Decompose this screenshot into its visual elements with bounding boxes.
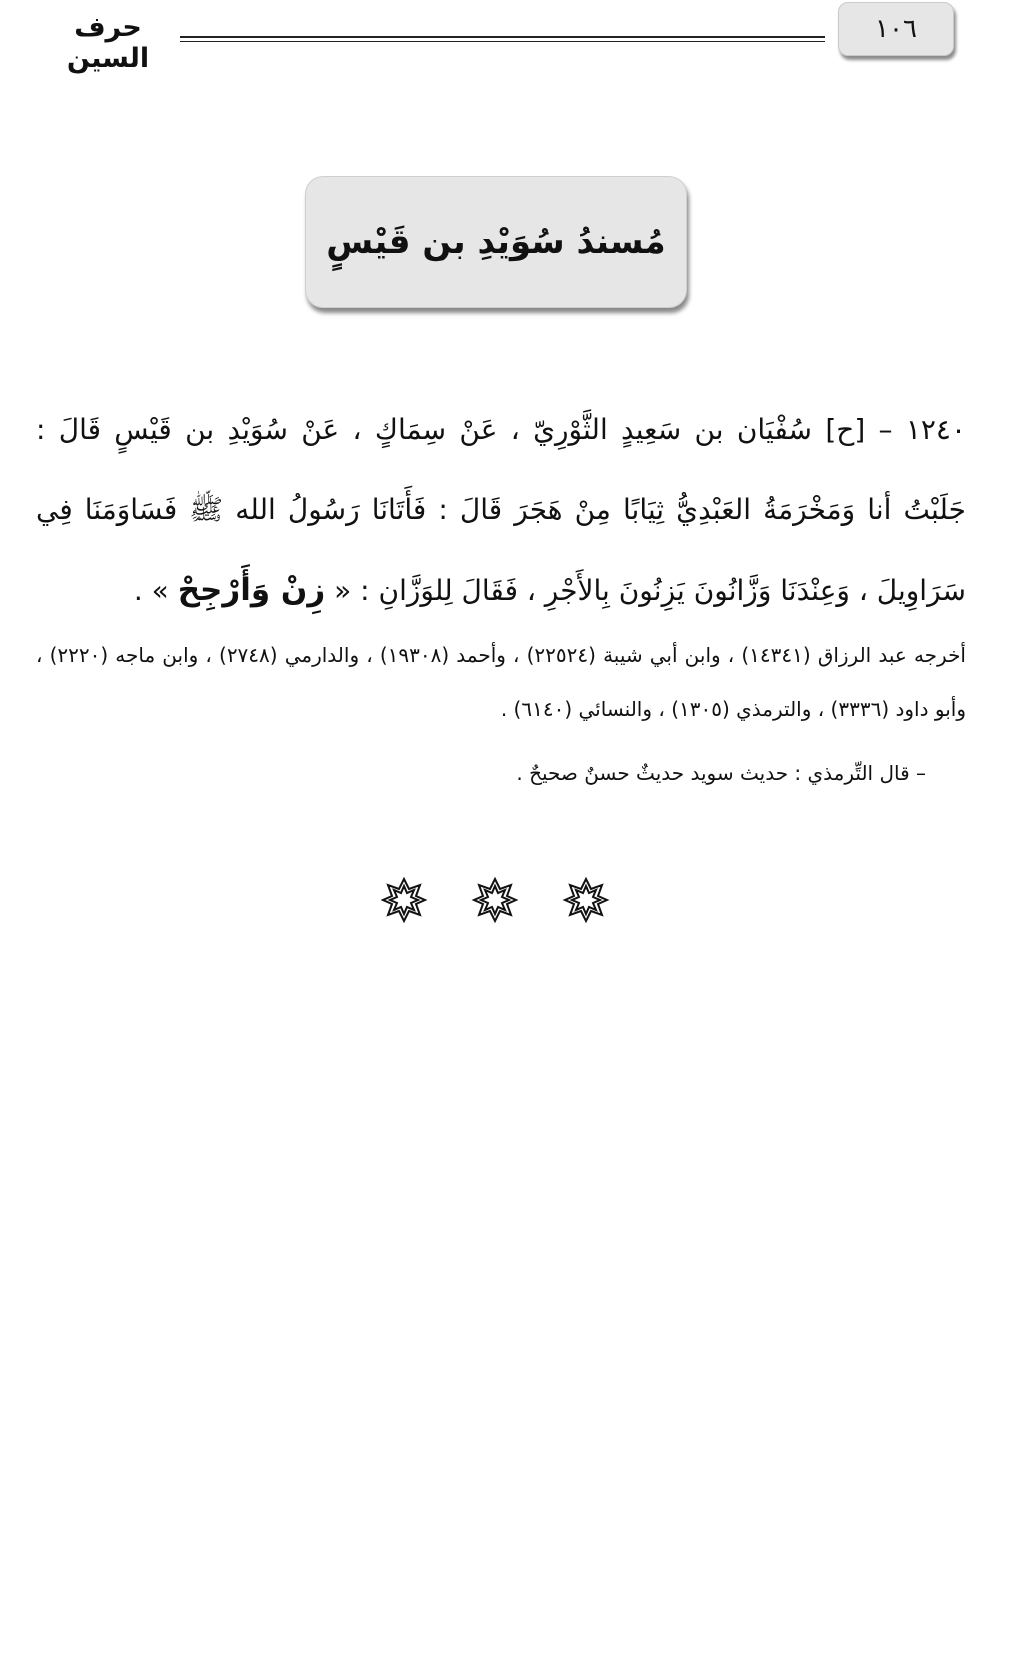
section-title: مُسندُ سُوَيْدِ بن قَيْسٍ — [326, 222, 666, 262]
hadith-body: سُفْيَان بن سَعِيدٍ الثَّوْرِيّ ، عَنْ سِمَاكٍ ، عَنْ سُوَيْدِ بن قَيْسٍ قَالَ : جَلَبْتُ أنا وَمَخْرَمَةُ العَبْدِيُّ ثِيَابًا مِنْ هَجَرَ قَالَ : فَأَتَانَا رَسُولُ الله ﷺ فَسَاوَمَنَا فِي سَرَاوِيلَ ، وَعِنْدَنَا وَزَّانُونَ يَزِنُونَ بِالأَجْرِ ، فَقَالَ لِلوَزَّانِ : « — [36, 413, 966, 607]
hadith-quote: زِنْ وَأَرْجِحْ — [177, 572, 326, 608]
takhrij-note: أخرجه عبد الرزاق (١٤٣٤١) ، وابن أبي شيبة (٢٢٥٢٤) ، وأحمد (١٩٣٠٨) ، والدارمي (٢٧٤٨) ، وابن ماجه (٢٢٢٠) ، وأبو داود (٣٣٣٦) ، والترمذي (١٣٠٥) ، والنسائي (٦١٤٠) . — [36, 643, 966, 721]
tirmidhi-note: – قال التِّرمذي : حديث سويد حديثٌ حسنٌ صحيحٌ . — [516, 761, 926, 785]
page-number: ١٠٦ — [875, 14, 917, 44]
hadith-number: ١٢٤٠ – [ح] — [812, 413, 966, 446]
section-title-box — [305, 176, 687, 308]
page-number-badge — [838, 2, 954, 56]
star-ornament-icon — [471, 876, 519, 924]
star-ornament-icon — [380, 876, 428, 924]
section-end-ornaments — [380, 876, 610, 926]
hadith-text — [36, 390, 966, 631]
hadith-end: » . — [133, 574, 178, 607]
star-ornament-icon — [562, 876, 610, 924]
header-rule — [180, 36, 825, 38]
chapter-title: حرف السين — [66, 12, 150, 74]
footnotes — [36, 628, 966, 800]
